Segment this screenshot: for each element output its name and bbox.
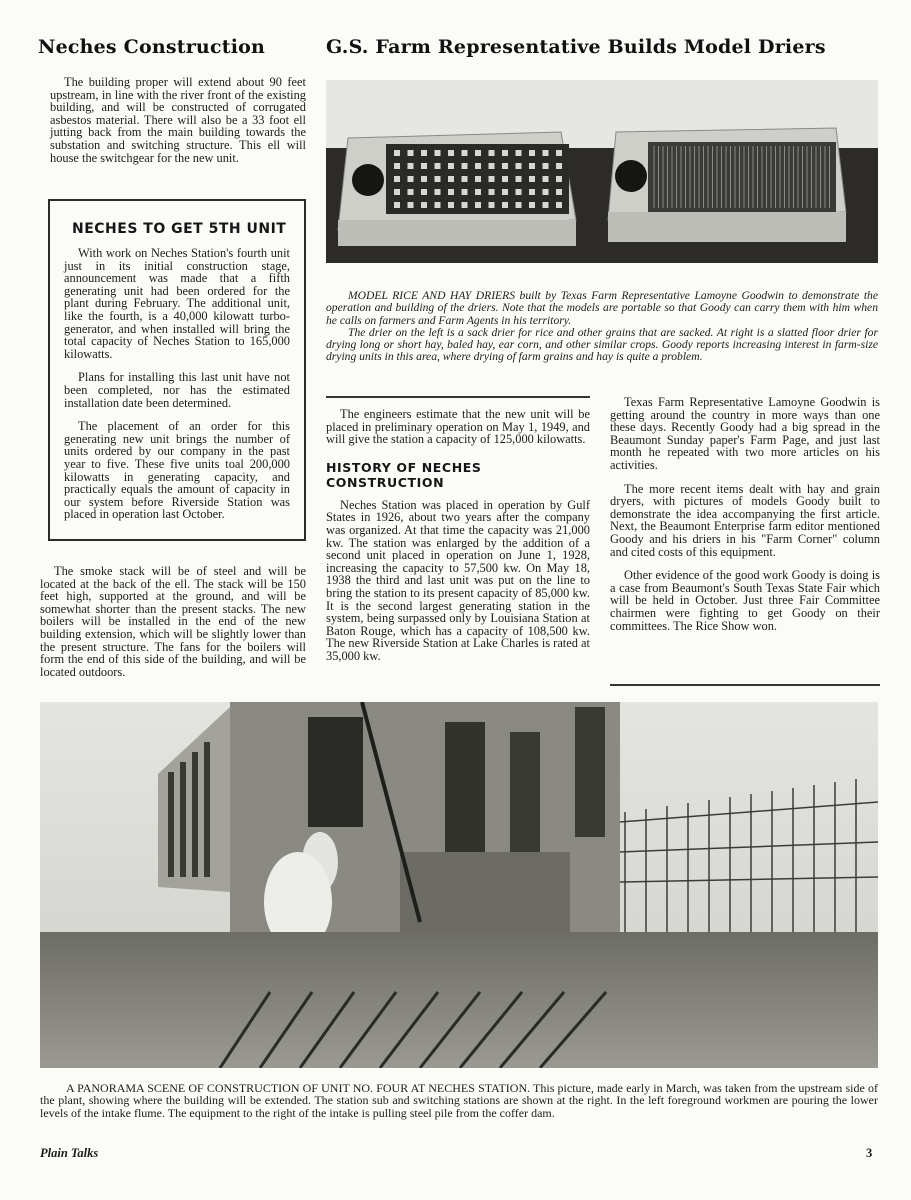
drier-hole — [448, 202, 454, 208]
drier-hole — [516, 202, 522, 208]
driers-photo — [326, 80, 878, 263]
drier-hole — [462, 202, 468, 208]
drier-hole — [435, 163, 441, 169]
drier-hole — [408, 163, 414, 169]
drier-hole — [408, 150, 414, 156]
driers-caption-paragraph: MODEL RICE AND HAY DRIERS built by Texas Farm Representative Lamoyne Goodwin to demonstrate the operation and building of the driers. Note that the models are portable so that Goody can carry them with him when he calls on farmers and Farm Agents in his territory. — [326, 289, 878, 327]
drier-hole — [394, 150, 400, 156]
closing-paragraph: The smoke stack will be of steel and will be located at the back of the ell. The stack will be 150 feet high, supported at the ground, and will be somewhat shorter than the present stacks. The new boilers will be installed in the end of the new building extension, which will be slightly lower than the present structure. The fans for the boilers will form the end of this side of the building, and will be located outdoors. — [40, 564, 306, 679]
goody-paragraph: Texas Farm Representative Lamoyne Goodwin is getting around the country in more ways than one these days. Recently Goody had a big spread in the Beaumont Sunday paper's Farm Page, and just last month he repeated with two more articles on his activities. — [610, 395, 880, 472]
sidebar-paragraph: The placement of an order for this generating new unit brings the number of units ordered by our company in the past year to five. These five units toal 200,000 kilowatts in generating capacity, and practically equals the amount of capacity in our system before Riverside Station was placed in operation last October. — [64, 419, 290, 522]
headline-neches-construction: Neches Construction — [38, 36, 265, 58]
drier-hole — [543, 189, 549, 195]
drier-hole — [394, 189, 400, 195]
drier-hole — [543, 163, 549, 169]
drier-hole — [556, 150, 562, 156]
drier-hole — [421, 163, 427, 169]
divider-rule — [610, 684, 880, 686]
drier-hole — [516, 189, 522, 195]
drier-hole — [543, 202, 549, 208]
drier-hole — [489, 202, 495, 208]
drier-hole — [435, 189, 441, 195]
drier-hole — [489, 150, 495, 156]
drier-hole — [529, 176, 535, 182]
drier-hole — [435, 150, 441, 156]
drier-hole — [421, 176, 427, 182]
panorama-photo — [40, 702, 878, 1068]
drier-hole — [448, 189, 454, 195]
drier-hole — [475, 150, 481, 156]
driers-photo-art — [326, 80, 878, 263]
drier-hole — [529, 202, 535, 208]
drier-hole — [502, 163, 508, 169]
drier-hole — [448, 176, 454, 182]
drier-hole — [408, 202, 414, 208]
drier-hole — [394, 176, 400, 182]
drier-hole — [489, 163, 495, 169]
drier-hole — [556, 163, 562, 169]
panorama-photo-art — [40, 702, 878, 1068]
drier-hole — [502, 189, 508, 195]
drier-hole — [421, 189, 427, 195]
sidebar-box-fifth-unit — [48, 199, 306, 541]
drier-hole — [543, 176, 549, 182]
drier-hole — [421, 150, 427, 156]
panorama-caption-lead: A PANORAMA SCENE OF CONSTRUCTION OF UNIT NO. FOUR AT NECHES STATION. — [66, 1081, 531, 1095]
driers-caption — [326, 290, 878, 364]
history-heading: HISTORY OF NECHES CONSTRUCTION — [326, 459, 482, 490]
drier-hole — [543, 150, 549, 156]
drier-hole — [502, 150, 508, 156]
drier-hole — [394, 202, 400, 208]
drier-hole — [475, 176, 481, 182]
sidebar-box-heading: NECHES TO GET 5TH UNIT — [72, 221, 287, 237]
intro-paragraph: The building proper will extend about 90 feet upstream, in line with the river front of the existing building, and will be constructed of corrugated asbestos material. There will also be a 33 foot ell jutting back from the main building towards the substation and switching structure. This ell will house the switchgear for the new unit. — [50, 75, 306, 165]
drier-hole — [556, 176, 562, 182]
drier-hole — [462, 189, 468, 195]
panorama-caption-text: This picture, made early in March, was taken from the upstream side of the plant, showing where the building will be extended. The station sub and switching stations are shown at the right. In the left foreground workmen are pouring the lower levels of the intake flume. The equipment to the right of the intake is pulling steel pile from the coffer dam. — [40, 1081, 878, 1120]
drier-hole — [516, 176, 522, 182]
drier-hole — [435, 202, 441, 208]
intro-article — [50, 76, 306, 164]
driers-caption-paragraph: The drier on the left is a sack drier for rice and other grains that are sacked. At right is a slatted floor drier for drying long or short hay, baled hay, ear corn, and other similar crops. Goody reports increasing interest in farm-size drying units in this area, where drying of farm grains and hay is quite a problem. — [326, 325, 878, 364]
engineers-paragraph: The engineers estimate that the new unit will be placed in preliminary operation on May 1, 1949, and will give the station a capacity of 125,000 kilowatts. — [326, 407, 590, 447]
drier-hole — [394, 163, 400, 169]
panorama-caption — [40, 1082, 878, 1119]
drier-hole — [516, 163, 522, 169]
drier-hole — [502, 202, 508, 208]
drier-hole — [529, 150, 535, 156]
drier-hole — [475, 163, 481, 169]
footer-page-number: 3 — [866, 1146, 873, 1160]
drier-hole — [448, 163, 454, 169]
drier-hole — [462, 176, 468, 182]
drier-hole — [462, 163, 468, 169]
drier-hole — [462, 150, 468, 156]
drier-hole — [556, 202, 562, 208]
right-column — [610, 396, 880, 632]
drier-hole — [516, 150, 522, 156]
drier-hole — [408, 176, 414, 182]
divider-rule — [326, 396, 590, 398]
headline-model-driers: G.S. Farm Representative Builds Model Driers — [326, 36, 826, 58]
drier-hole — [408, 189, 414, 195]
drier-hole — [421, 202, 427, 208]
drier-hole — [448, 150, 454, 156]
footer-publication: Plain Talks — [40, 1146, 99, 1160]
goody-paragraph: Other evidence of the good work Goody is doing is a case from Beaumont's South Texas State Fair which will be held in October. Just three Fair Committee chairmen were fighting to get Goody on their committees. The Rice Show won. — [610, 568, 880, 633]
drier-hole — [489, 176, 495, 182]
drier-hole — [475, 189, 481, 195]
sidebar-paragraph: With work on Neches Station's fourth unit just in its initial construction stage, announcement was made that a fifth generating unit had been ordered for the plant during February. The additional unit, like the fourth, is a 40,000 kilowatt turbo-generator, and when installed will bring the total capacity of Neches Station to 165,000 kilowatts. — [64, 246, 290, 361]
smoke-stack-article — [40, 565, 306, 678]
goody-paragraph: The more recent items dealt with hay and grain dryers, with pictures of models Goody built to demonstrate the idea accompanying the first article. Next, the Beaumont Enterprise farm editor mentioned Goody and his driers in his "Farm Corner" column and cited costs of this equipment. — [610, 481, 880, 559]
sidebar-paragraph: Plans for installing this last unit have not been completed, nor has the estimated installation date been determined. — [64, 370, 290, 410]
drier-hole — [475, 202, 481, 208]
middle-column — [326, 408, 590, 663]
drier-hole — [529, 189, 535, 195]
drier-hole — [502, 176, 508, 182]
drier-hole — [529, 163, 535, 169]
drier-hole — [435, 176, 441, 182]
drier-hole — [556, 189, 562, 195]
drier-hole — [489, 189, 495, 195]
history-paragraph: Neches Station was placed in operation by Gulf States in 1926, about two years after the company was organized. At that time the capacity was 21,000 kw. The station was enlarged by the addition of a second unit placed in operation on June 1, 1928, increasing the capacity to 57,500 kw. On May 18, 1938 the third and last unit was put on the line to bring the station to its present capacity of 85,000 kw. It is the second largest generating station in the system, being surpassed only by Louisiana Station at Baton Rouge, which has a capacity of 108,500 kw. The new Riverside Station at Lake Charles is rated at 35,000 kw. — [326, 497, 590, 663]
